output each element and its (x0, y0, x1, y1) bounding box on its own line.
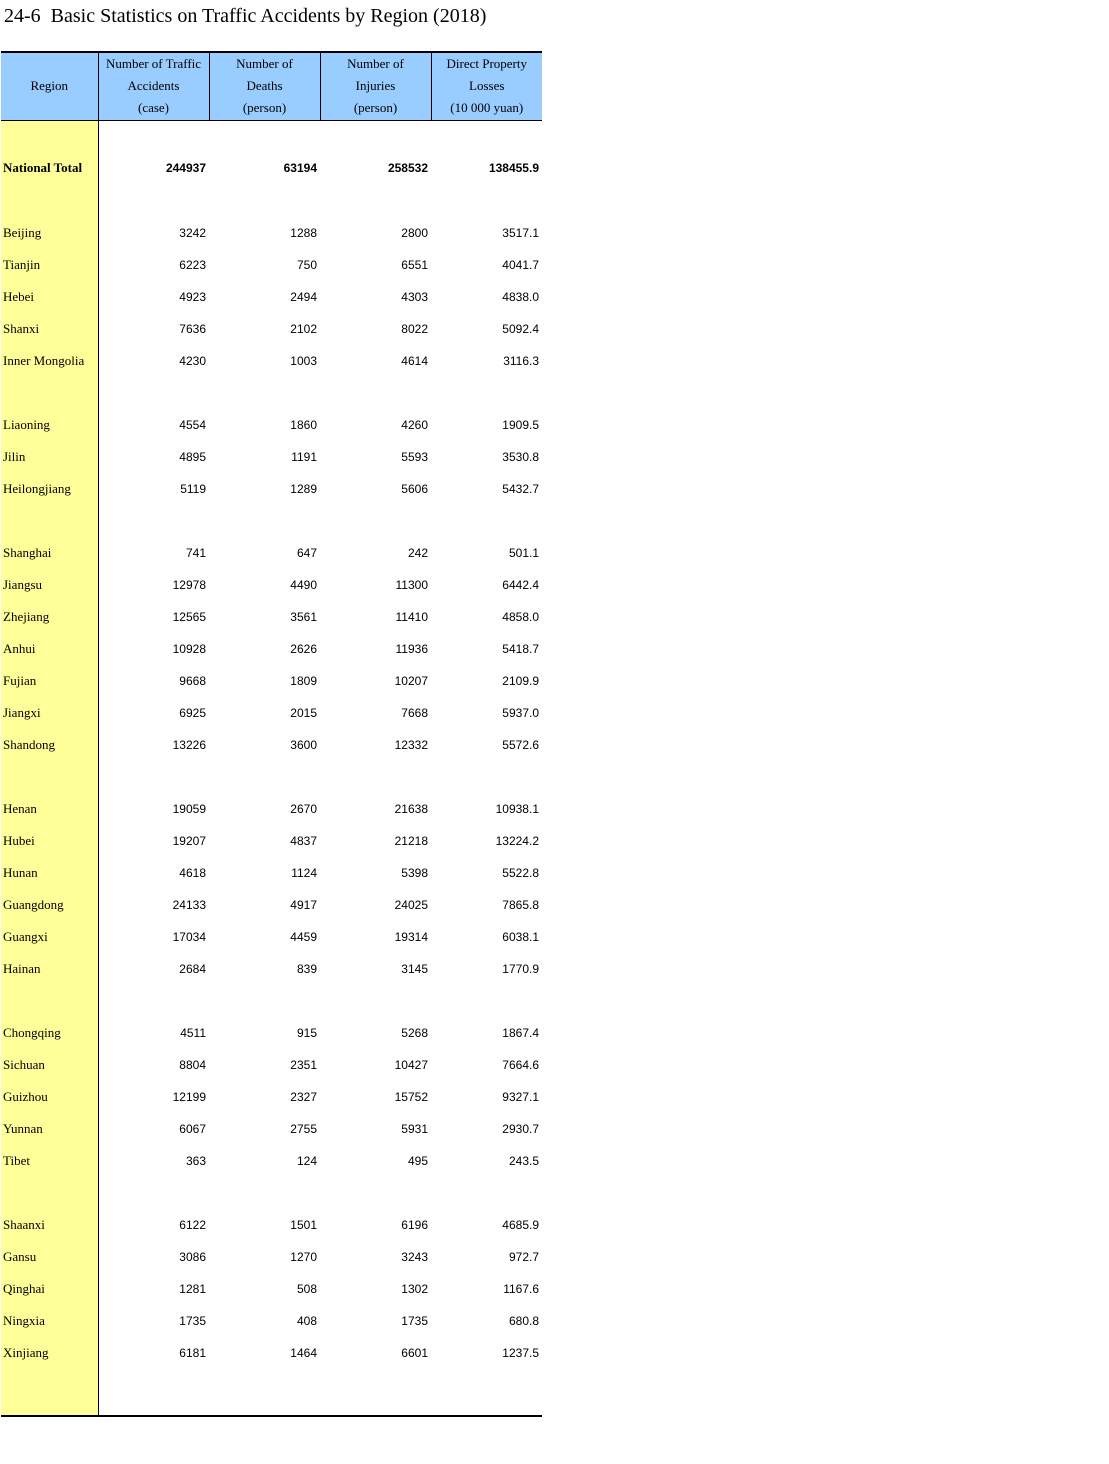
deaths-cell: 1809 (290, 673, 317, 688)
deaths-cell: 2755 (290, 1121, 317, 1136)
spacer-cell (98, 120, 209, 151)
accidents-cell: 6122 (179, 1217, 206, 1232)
accidents-cell: 13226 (172, 737, 206, 752)
spacer-cell (98, 377, 209, 409)
region-name-cell: National Total (1, 151, 98, 185)
spacer-cell (431, 505, 542, 537)
spacer-cell (1, 1369, 98, 1416)
spacer-cell (1, 185, 98, 217)
property-losses-cell: 3517.1 (502, 225, 539, 240)
deaths-cell: 4837 (290, 833, 317, 848)
table-row (1, 729, 542, 761)
accidents-cell: 12978 (172, 577, 206, 592)
table-row (1, 569, 542, 601)
injuries-cell: 5606 (401, 481, 428, 496)
deaths-cell: 1191 (291, 449, 317, 464)
spacer-cell (431, 1369, 542, 1416)
table-row (1, 825, 542, 857)
spacer-cell (209, 120, 320, 151)
injuries-cell: 21218 (394, 833, 428, 848)
property-losses-cell: 138455.9 (488, 160, 539, 175)
accidents-cell: 5119 (180, 481, 206, 496)
spacer-cell (98, 1369, 209, 1416)
accidents-cell: 4923 (179, 289, 206, 304)
table-row (1, 217, 542, 249)
region-name-cell: Guizhou (1, 1081, 98, 1113)
accidents-cell: 19059 (172, 801, 206, 816)
injuries-cell: 6551 (401, 257, 428, 272)
spacer-cell (1, 120, 98, 151)
deaths-cell: 839 (296, 961, 317, 976)
deaths-cell: 1501 (290, 1217, 317, 1232)
injuries-cell: 3145 (401, 961, 428, 976)
deaths-cell: 1464 (290, 1345, 317, 1360)
deaths-cell: 508 (296, 1281, 317, 1296)
injuries-cell: 2800 (401, 225, 428, 240)
column-header-accidents: Number of Traffic Accidents (case) (98, 52, 209, 120)
region-name-cell: Xinjiang (1, 1337, 98, 1369)
property-losses-cell: 5092.4 (502, 321, 539, 336)
region-name-cell: Shaanxi (1, 1209, 98, 1241)
injuries-cell: 1302 (401, 1281, 428, 1296)
property-losses-cell: 972.7 (508, 1249, 539, 1264)
property-losses-cell: 1237.5 (502, 1345, 539, 1360)
table-row (1, 953, 542, 985)
injuries-cell: 6196 (401, 1217, 428, 1232)
table-row (1, 1081, 542, 1113)
deaths-cell: 4490 (290, 577, 317, 592)
accidents-cell: 4511 (180, 1025, 206, 1040)
accidents-cell: 6925 (179, 705, 206, 720)
region-name-cell: Anhui (1, 633, 98, 665)
accidents-cell: 7636 (179, 321, 206, 336)
deaths-cell: 2015 (290, 705, 317, 720)
table-row (1, 1273, 542, 1305)
property-losses-cell: 1909.5 (502, 417, 539, 432)
injuries-cell: 12332 (394, 737, 428, 752)
spacer-cell (431, 985, 542, 1017)
table-row (1, 857, 542, 889)
injuries-cell: 4260 (401, 417, 428, 432)
deaths-cell: 1289 (290, 481, 317, 496)
spacer-cell (1, 985, 98, 1017)
table-row (1, 1113, 542, 1145)
region-name-cell: Shanxi (1, 313, 98, 345)
accidents-cell: 12565 (172, 609, 206, 624)
spacer-cell (431, 185, 542, 217)
spacer-cell (1, 505, 98, 537)
accidents-cell: 363 (185, 1153, 206, 1168)
property-losses-cell: 5432.7 (502, 481, 539, 496)
spacer-cell (320, 185, 431, 217)
spacer-cell (1, 377, 98, 409)
accidents-cell: 4895 (179, 449, 206, 464)
spacer-row (1, 185, 542, 217)
column-header-injuries: Number of Injuries (person) (320, 52, 431, 120)
region-name-cell: Zhejiang (1, 601, 98, 633)
injuries-cell: 5398 (401, 865, 428, 880)
accidents-cell: 17034 (172, 929, 206, 944)
property-losses-cell: 13224.2 (495, 833, 539, 848)
property-losses-cell: 2930.7 (502, 1121, 539, 1136)
property-losses-cell: 2109.9 (502, 673, 539, 688)
accidents-cell: 4554 (179, 417, 206, 432)
accidents-cell: 4618 (179, 865, 206, 880)
spacer-cell (1, 761, 98, 793)
spacer-cell (209, 505, 320, 537)
property-losses-cell: 6038.1 (502, 929, 539, 944)
region-name-cell: Henan (1, 793, 98, 825)
spacer-cell (431, 761, 542, 793)
spacer-row (1, 1369, 542, 1416)
property-losses-cell: 7664.6 (502, 1057, 539, 1072)
column-header-property-losses: Direct Property Losses (10 000 yuan) (431, 52, 542, 120)
table-row (1, 1209, 542, 1241)
property-losses-cell: 4685.9 (502, 1217, 539, 1232)
region-name-cell: Gansu (1, 1241, 98, 1273)
accidents-cell: 244937 (165, 160, 206, 175)
injuries-cell: 15752 (394, 1089, 428, 1104)
table-row (1, 1305, 542, 1337)
property-losses-cell: 5418.7 (502, 641, 539, 656)
accidents-cell: 1281 (179, 1281, 206, 1296)
spacer-cell (209, 1177, 320, 1209)
deaths-cell: 2670 (290, 801, 317, 816)
region-name-cell: Beijing (1, 217, 98, 249)
spacer-row (1, 377, 542, 409)
region-name-cell: Jilin (1, 441, 98, 473)
spacer-row (1, 985, 542, 1017)
national-total-row (1, 151, 542, 185)
property-losses-cell: 1167.6 (503, 1281, 539, 1296)
accidents-cell: 19207 (172, 833, 206, 848)
property-losses-cell: 9327.1 (502, 1089, 539, 1104)
spacer-cell (1, 1177, 98, 1209)
table-row (1, 409, 542, 441)
spacer-cell (320, 985, 431, 1017)
region-name-cell: Chongqing (1, 1017, 98, 1049)
table-row (1, 601, 542, 633)
page-title: 24-6 Basic Statistics on Traffic Accidents by Region (2018) (4, 5, 487, 27)
property-losses-cell: 243.5 (508, 1153, 539, 1168)
property-losses-cell: 1867.4 (502, 1025, 539, 1040)
spacer-cell (431, 120, 542, 151)
region-name-cell: Hunan (1, 857, 98, 889)
table-row (1, 633, 542, 665)
table-row (1, 1241, 542, 1273)
injuries-cell: 8022 (401, 321, 428, 336)
table-row (1, 1017, 542, 1049)
deaths-cell: 3561 (290, 609, 317, 624)
deaths-cell: 1288 (290, 225, 317, 240)
region-name-cell: Shanghai (1, 537, 98, 569)
region-name-cell: Heilongjiang (1, 473, 98, 505)
injuries-cell: 19314 (394, 929, 428, 944)
property-losses-cell: 5572.6 (502, 737, 539, 752)
injuries-cell: 6601 (401, 1345, 428, 1360)
injuries-cell: 21638 (394, 801, 428, 816)
deaths-cell: 2626 (290, 641, 317, 656)
table-row (1, 1337, 542, 1369)
deaths-cell: 2351 (290, 1057, 317, 1072)
injuries-cell: 24025 (394, 897, 428, 912)
table-row (1, 697, 542, 729)
deaths-cell: 2327 (290, 1089, 317, 1104)
injuries-cell: 3243 (401, 1249, 428, 1264)
deaths-cell: 915 (296, 1025, 317, 1040)
injuries-cell: 4303 (401, 289, 428, 304)
table-row (1, 313, 542, 345)
region-name-cell: Hebei (1, 281, 98, 313)
spacer-row (1, 505, 542, 537)
table-row (1, 921, 542, 953)
accidents-cell: 12199 (172, 1089, 206, 1104)
accidents-cell: 8804 (179, 1057, 206, 1072)
table-row (1, 665, 542, 697)
spacer-cell (320, 1177, 431, 1209)
injuries-cell: 11410 (395, 609, 428, 624)
injuries-cell: 4614 (401, 353, 428, 368)
property-losses-cell: 4858.0 (502, 609, 539, 624)
injuries-cell: 10207 (394, 673, 428, 688)
injuries-cell: 11936 (395, 641, 428, 656)
region-name-cell: Inner Mongolia (1, 345, 98, 377)
region-name-cell: Yunnan (1, 1113, 98, 1145)
property-losses-cell: 3530.8 (502, 449, 539, 464)
spacer-cell (98, 985, 209, 1017)
injuries-cell: 5931 (401, 1121, 428, 1136)
table-header (1, 52, 542, 120)
deaths-cell: 4917 (290, 897, 317, 912)
accidents-cell: 741 (185, 545, 206, 560)
injuries-cell: 242 (407, 545, 428, 560)
injuries-cell: 10427 (394, 1057, 428, 1072)
deaths-cell: 63194 (283, 160, 317, 175)
property-losses-cell: 5522.8 (502, 865, 539, 880)
spacer-cell (320, 377, 431, 409)
region-name-cell: Hubei (1, 825, 98, 857)
region-name-cell: Qinghai (1, 1273, 98, 1305)
region-name-cell: Jiangxi (1, 697, 98, 729)
region-name-cell: Sichuan (1, 1049, 98, 1081)
statistics-table (1, 51, 542, 1417)
accidents-cell: 6067 (179, 1121, 206, 1136)
injuries-cell: 7668 (401, 705, 428, 720)
spacer-cell (209, 761, 320, 793)
injuries-cell: 258532 (387, 160, 428, 175)
accidents-cell: 4230 (179, 353, 206, 368)
table-row (1, 441, 542, 473)
region-name-cell: Tianjin (1, 249, 98, 281)
injuries-cell: 495 (407, 1153, 428, 1168)
accidents-cell: 2684 (179, 961, 206, 976)
spacer-cell (320, 761, 431, 793)
table-row (1, 1145, 542, 1177)
spacer-cell (431, 377, 542, 409)
spacer-cell (320, 1369, 431, 1416)
column-header-region: Region (1, 52, 98, 120)
accidents-cell: 6181 (179, 1345, 206, 1360)
property-losses-cell: 3116.3 (503, 353, 539, 368)
accidents-cell: 6223 (179, 257, 206, 272)
deaths-cell: 647 (296, 545, 317, 560)
deaths-cell: 4459 (290, 929, 317, 944)
deaths-cell: 750 (296, 257, 317, 272)
injuries-cell: 5593 (401, 449, 428, 464)
property-losses-cell: 10938.1 (495, 801, 539, 816)
table-row (1, 793, 542, 825)
table-body (1, 120, 542, 1416)
table-row (1, 1049, 542, 1081)
region-name-cell: Tibet (1, 1145, 98, 1177)
accidents-cell: 24133 (172, 897, 206, 912)
spacer-cell (209, 185, 320, 217)
property-losses-cell: 1770.9 (502, 961, 539, 976)
deaths-cell: 1860 (290, 417, 317, 432)
deaths-cell: 1003 (290, 353, 317, 368)
accidents-cell: 3086 (179, 1249, 206, 1264)
table-row (1, 537, 542, 569)
table-row (1, 345, 542, 377)
region-name-cell: Shandong (1, 729, 98, 761)
spacer-cell (320, 505, 431, 537)
spacer-cell (98, 761, 209, 793)
table-row (1, 473, 542, 505)
deaths-cell: 1270 (290, 1249, 317, 1264)
spacer-row (1, 120, 542, 151)
column-header-deaths: Number of Deaths (person) (209, 52, 320, 120)
injuries-cell: 1735 (401, 1313, 428, 1328)
deaths-cell: 2102 (290, 321, 317, 336)
deaths-cell: 1124 (291, 865, 317, 880)
spacer-cell (98, 505, 209, 537)
injuries-cell: 5268 (401, 1025, 428, 1040)
spacer-cell (98, 185, 209, 217)
spacer-cell (98, 1177, 209, 1209)
region-name-cell: Guangdong (1, 889, 98, 921)
injuries-cell: 11300 (395, 577, 428, 592)
region-name-cell: Guangxi (1, 921, 98, 953)
spacer-cell (209, 377, 320, 409)
spacer-cell (209, 1369, 320, 1416)
region-name-cell: Liaoning (1, 409, 98, 441)
spacer-cell (431, 1177, 542, 1209)
spacer-row (1, 1177, 542, 1209)
deaths-cell: 124 (296, 1153, 317, 1168)
deaths-cell: 2494 (290, 289, 317, 304)
property-losses-cell: 501.1 (508, 545, 539, 560)
region-name-cell: Ningxia (1, 1305, 98, 1337)
property-losses-cell: 6442.4 (502, 577, 539, 592)
table-row (1, 889, 542, 921)
table-row (1, 249, 542, 281)
region-name-cell: Fujian (1, 665, 98, 697)
accidents-cell: 3242 (179, 225, 206, 240)
spacer-cell (209, 985, 320, 1017)
property-losses-cell: 4041.7 (502, 257, 539, 272)
spacer-row (1, 761, 542, 793)
deaths-cell: 3600 (290, 737, 317, 752)
spacer-cell (320, 120, 431, 151)
region-name-cell: Jiangsu (1, 569, 98, 601)
property-losses-cell: 7865.8 (502, 897, 539, 912)
accidents-cell: 1735 (179, 1313, 206, 1328)
accidents-cell: 9668 (179, 673, 206, 688)
property-losses-cell: 5937.0 (502, 705, 539, 720)
deaths-cell: 408 (296, 1313, 317, 1328)
region-name-cell: Hainan (1, 953, 98, 985)
property-losses-cell: 4838.0 (502, 289, 539, 304)
property-losses-cell: 680.8 (508, 1313, 539, 1328)
table-row (1, 281, 542, 313)
accidents-cell: 10928 (172, 641, 206, 656)
